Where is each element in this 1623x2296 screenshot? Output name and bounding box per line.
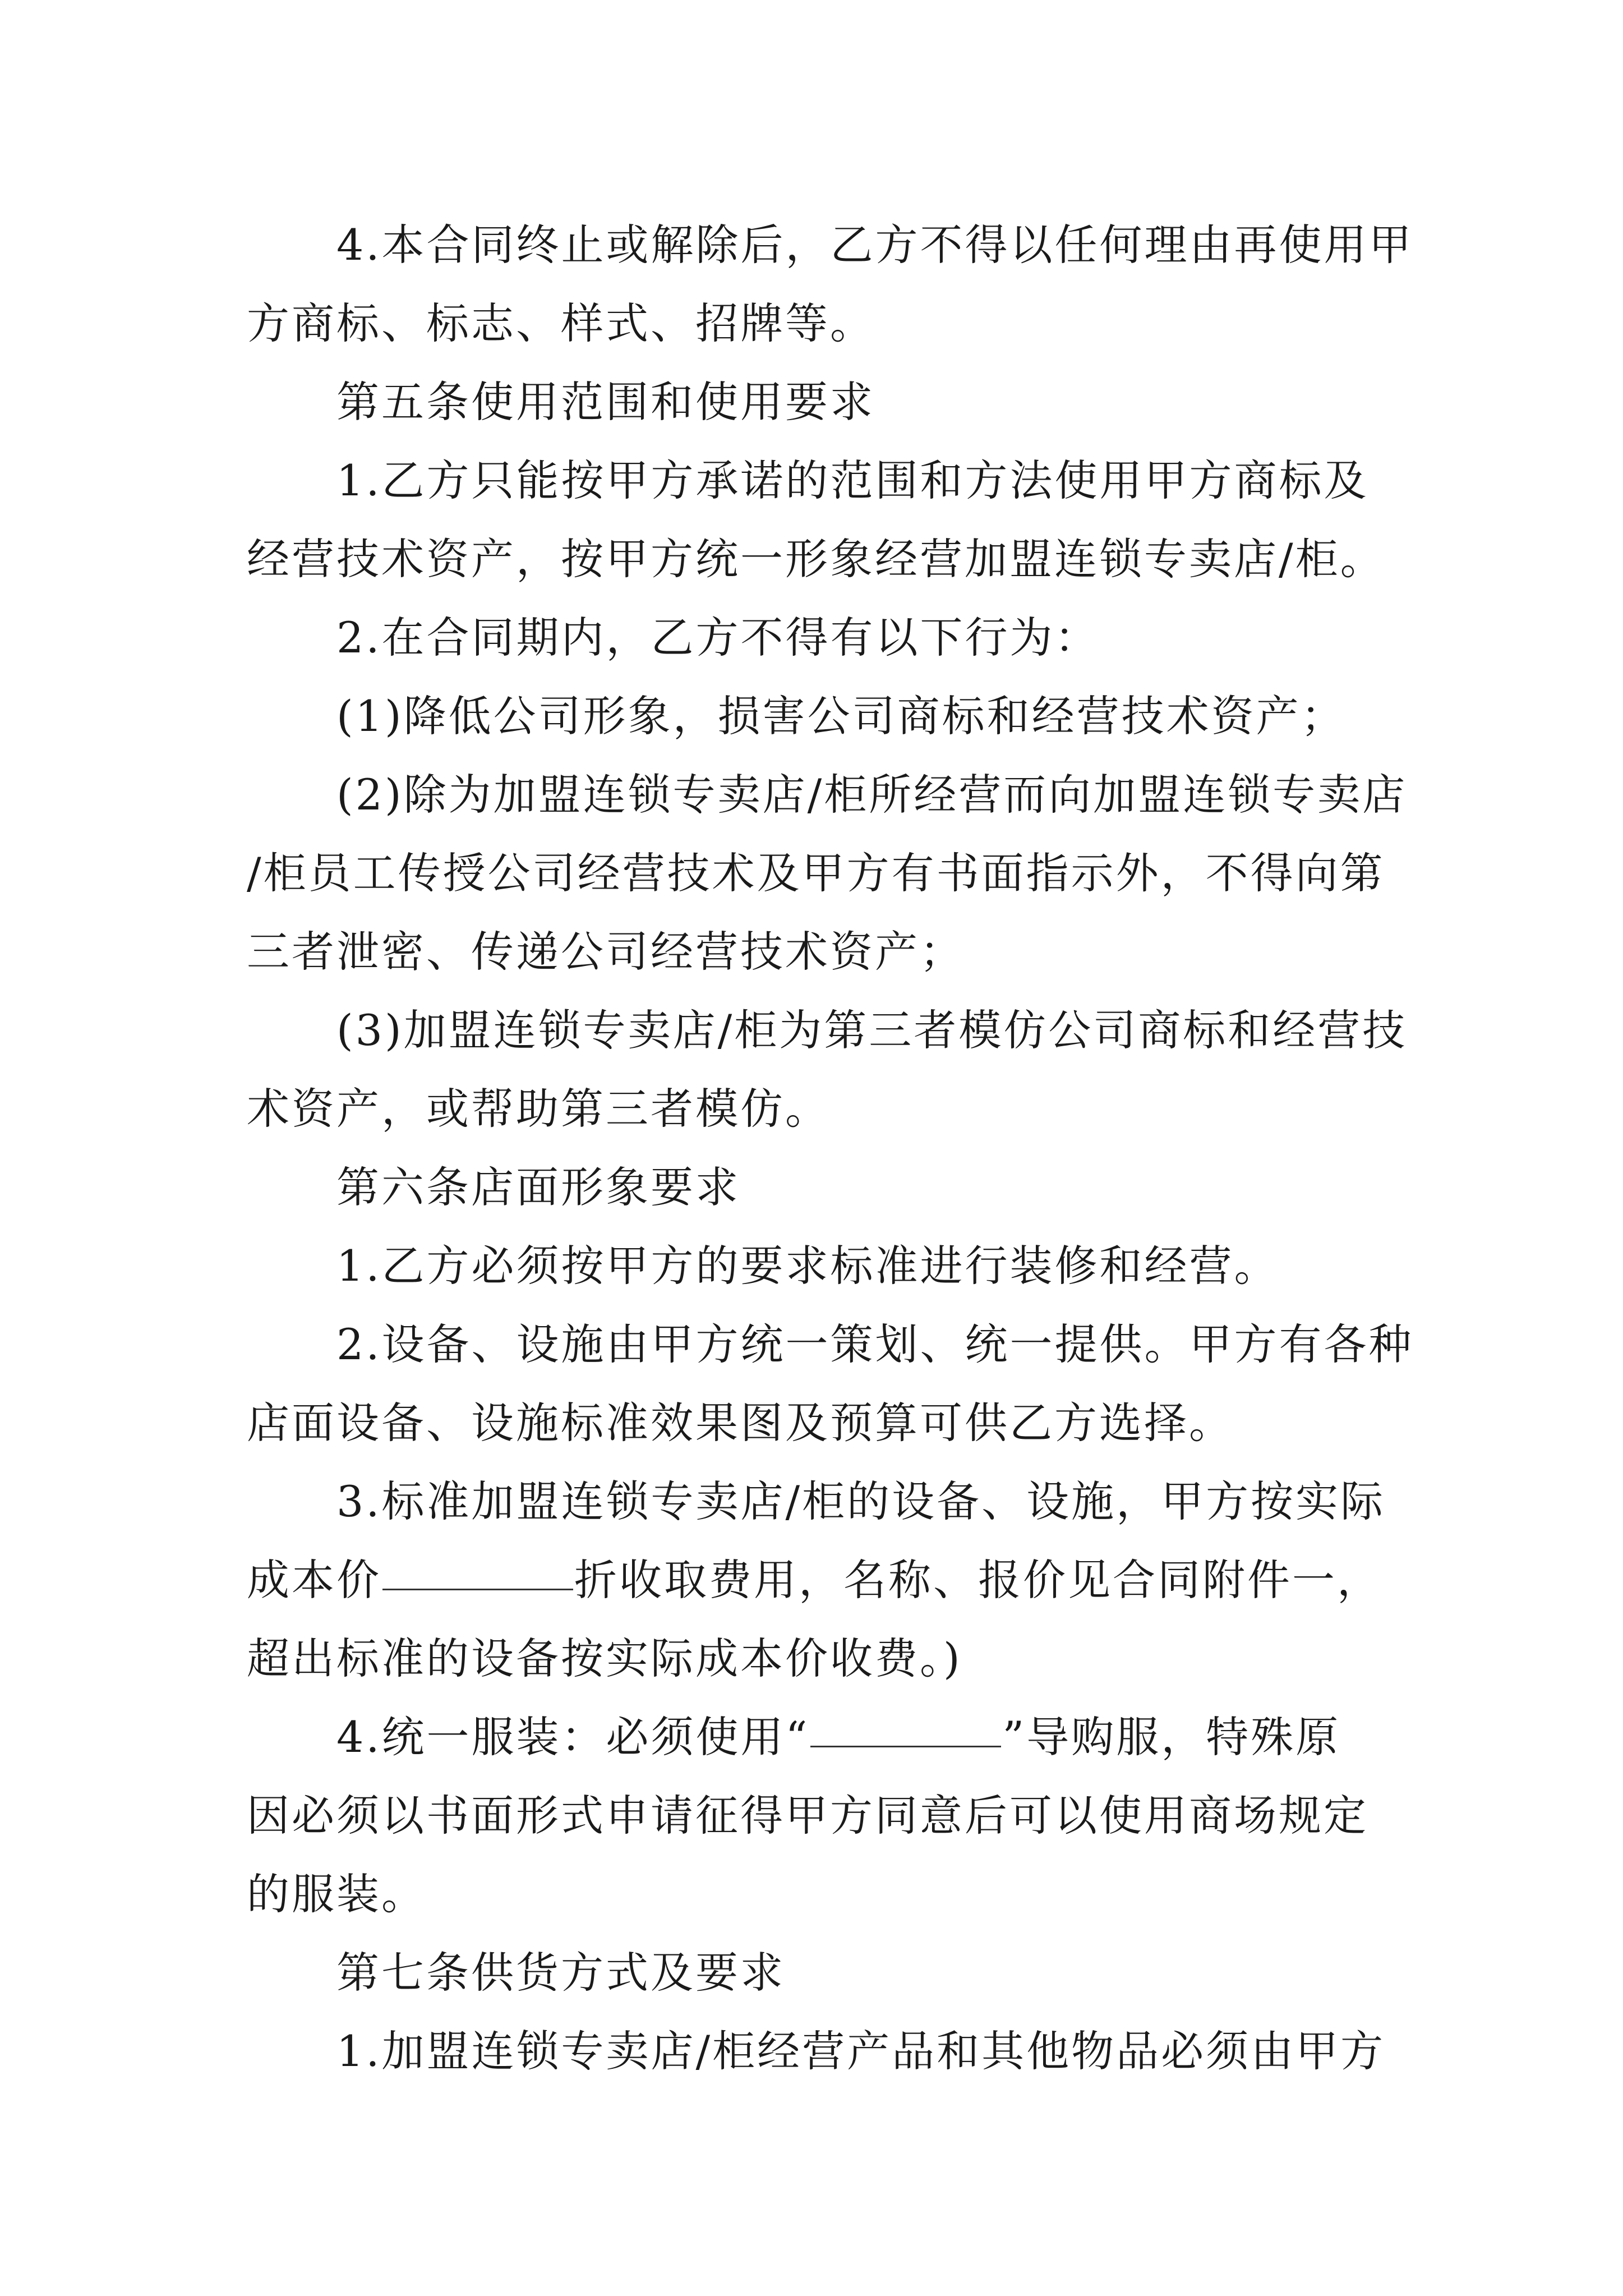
paragraph-line: (2)除为加盟连锁专卖店/柜所经营而向加盟连锁专卖店: [336, 770, 1408, 820]
paragraph-line-with-blank: [247, 1538, 1380, 1622]
paragraph-line: 1.乙方只能按甲方承诺的范围和方法使用甲方商标及: [336, 455, 1369, 505]
line-text-after-blank: ”导购服，特殊原: [1002, 1712, 1341, 1762]
paragraph-line: 4.本合同终止或解除后，乙方不得以任何理由再使用甲: [336, 220, 1414, 270]
paragraph-line-with-blank: [336, 1695, 1469, 1779]
fill-in-blank[interactable]: [382, 1588, 573, 1590]
paragraph-line: 2.在合同期内，乙方不得有以下行为：: [336, 613, 1100, 662]
paragraph-line: 1.乙方必须按甲方的要求标准进行装修和经营。: [336, 1241, 1279, 1291]
paragraph-line: 1.加盟连锁专卖店/柜经营产品和其他物品必须由甲方: [336, 2026, 1386, 2076]
paragraph-line: 方商标、标志、样式、招牌等。: [247, 298, 875, 348]
paragraph-line: 3.标准加盟连锁专卖店/柜的设备、设施，甲方按实际: [336, 1476, 1386, 1526]
line-text-before-blank: 成本价: [247, 1555, 381, 1605]
line-text-after-blank: 折收取费用，名称、报价见合同附件一，: [574, 1555, 1382, 1605]
paragraph-line: /柜员工传授公司经营技术及甲方有书面指示外，不得向第: [247, 848, 1385, 898]
paragraph-line: 因必须以书面形式申请征得甲方同意后可以使用商场规定: [247, 1791, 1368, 1841]
paragraph-line: (3)加盟连锁专卖店/柜为第三者模仿公司商标和经营技: [336, 1005, 1408, 1055]
paragraph-line: 2.设备、设施由甲方统一策划、统一提供。甲方有各种: [336, 1319, 1414, 1369]
section-heading: 第六条店面形象要求: [336, 1162, 740, 1212]
section-heading: 第五条使用范围和使用要求: [336, 377, 875, 427]
paragraph-line: 的服装。: [247, 1869, 426, 1919]
paragraph-line: 术资产，或帮助第三者模仿。: [247, 1084, 830, 1134]
section-heading: 第七条供货方式及要求: [336, 1948, 785, 1998]
paragraph-line: 店面设备、设施标准效果图及预算可供乙方选择。: [247, 1398, 1234, 1448]
fill-in-blank[interactable]: [810, 1745, 1001, 1747]
paragraph-line: 三者泄密、传递公司经营技术资产；: [247, 927, 965, 977]
paragraph-line: 经营技术资产，按甲方统一形象经营加盟连锁专卖店/柜。: [247, 534, 1385, 584]
line-text-before-blank: 4.统一服装：必须使用“: [336, 1712, 810, 1762]
paragraph-line: 超出标准的设备按实际成本价收费。): [247, 1634, 962, 1683]
paragraph-line: (1)降低公司形象，损害公司商标和经营技术资产；: [336, 691, 1346, 741]
